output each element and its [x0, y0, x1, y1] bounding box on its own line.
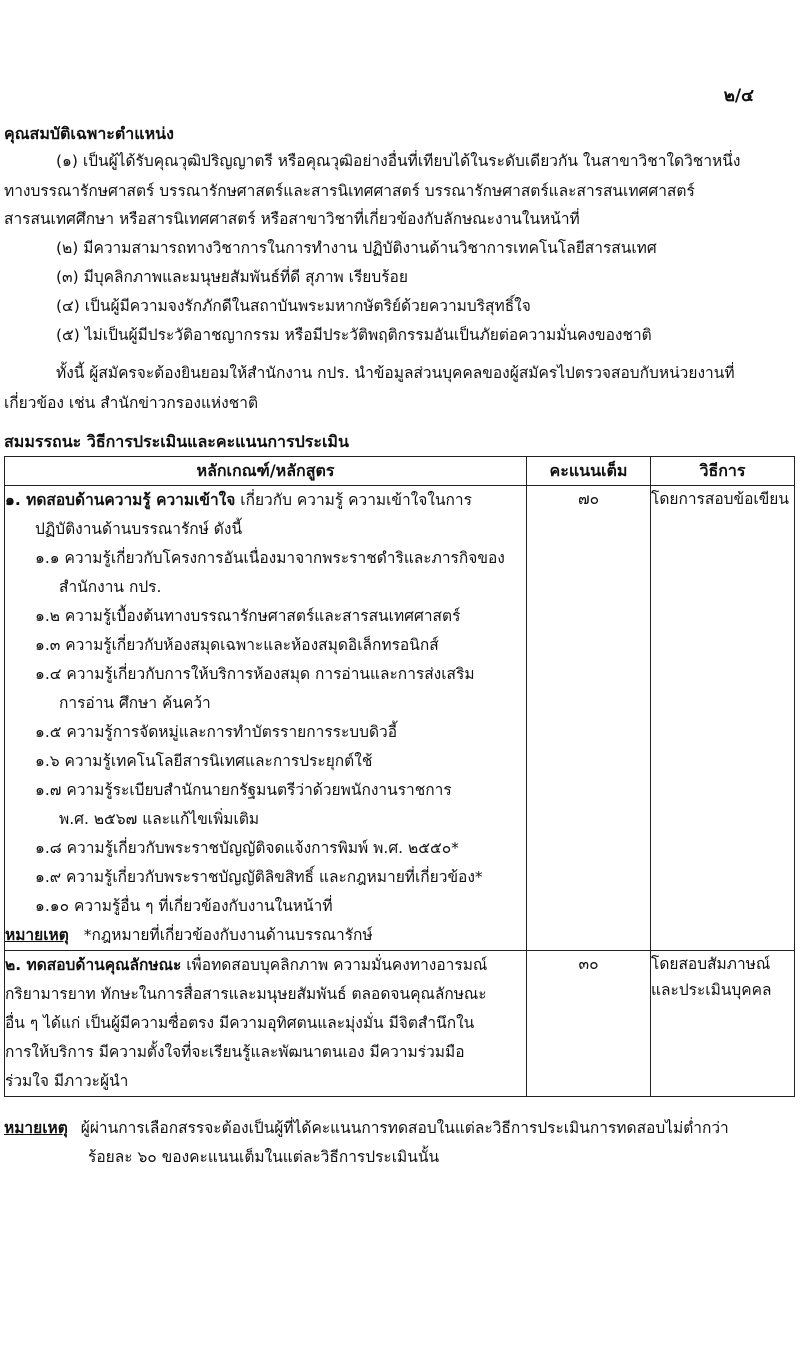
list-item: ๑.๒ ความรู้เบื้องต้นทางบรรณารักษศาสตร์และสารสนเทศศาสตร์: [35, 607, 461, 625]
knowledge-test-criteria: [5, 486, 527, 951]
list-item: สำนักงาน กปร.: [59, 578, 162, 596]
qualification-line: สารสนเทศศึกษา หรือสารนิเทศศาสตร์ หรือสาขาวิชาที่เกี่ยวข้องกับลักษณะงานในหน้าที่: [4, 210, 580, 228]
qualification-line: (๒) มีความสามารถทางวิชาการในการทำงาน ปฏิบัติงานด้านวิชาการเทคโนโลยีสารสนเทศ: [56, 239, 657, 257]
qualification-line: (๔) เป็นผู้มีความจงรักภักดีในสถาบันพระมหากษัตริย์ด้วยความบริสุทธิ์ใจ: [56, 297, 531, 315]
attribute-test-method-line: โดยสอบสัมภาษณ์: [651, 955, 771, 973]
attribute-test-line: ร่วมใจ มีภาวะผู้นำ: [5, 1072, 129, 1090]
column-header-method: วิธีการ: [651, 457, 795, 486]
attribute-test-method: [651, 951, 795, 1097]
knowledge-test-score: ๗๐: [527, 486, 651, 951]
list-item: ๑.๑๐ ความรู้อื่น ๆ ที่เกี่ยวข้องกับงานในหน้าที่: [35, 897, 333, 915]
list-item: ๑.๔ ความรู้เกี่ยวกับการให้บริการห้องสมุด การอ่านและการส่งเสริม: [35, 665, 475, 683]
assessment-table: [4, 456, 795, 1097]
consent-line: เกี่ยวข้อง เช่น สำนักข่าวกรองแห่งชาติ: [4, 394, 259, 412]
knowledge-test-method: โดยการสอบข้อเขียน: [651, 486, 795, 951]
list-item: ๑.๓ ความรู้เกี่ยวกับห้องสมุดเฉพาะและห้องสมุดอิเล็กทรอนิกส์: [35, 636, 439, 654]
assessment-heading: สมมรรถนะ วิธีการประเมินและคะแนนการประเมิน: [4, 432, 349, 451]
table-row-knowledge-test: [5, 486, 795, 951]
list-item: ๑.๘ ความรู้เกี่ยวกับพระราชบัญญัติจดแจ้งการพิมพ์ พ.ศ. ๒๕๕๐*: [35, 839, 459, 857]
knowledge-test-intro-line2: ปฏิบัติงานด้านบรรณารักษ์ ดังนี้: [35, 520, 243, 538]
qualification-line: (๑) เป็นผู้ได้รับคุณวุฒิปริญญาตรี หรือคุณวุฒิอย่างอื่นที่เทียบได้ในระดับเดียวกัน ในสาขาวิชาใดวิชาหนึ่ง: [56, 152, 741, 170]
table-header-row: [5, 457, 795, 486]
attribute-test-criteria: [5, 951, 527, 1097]
consent-line: ทั้งนี้ ผู้สมัครจะต้องยินยอมให้สำนักงาน กปร. นำข้อมูลส่วนบุคคลของผู้สมัครไปตรวจสอบกับหน่วยงานที่: [56, 364, 735, 382]
final-note: [4, 1114, 794, 1172]
qualification-line: (๓) มีบุคลิกภาพและมนุษยสัมพันธ์ที่ดี สุภาพ เรียบร้อย: [56, 268, 408, 286]
list-item: ๑.๙ ความรู้เกี่ยวกับพระราชบัญญัติลิขสิทธิ์ และกฎหมายที่เกี่ยวข้อง*: [35, 868, 483, 886]
table-note-label: หมายเหตุ: [5, 926, 69, 944]
column-header-full-score: คะแนนเต็ม: [527, 457, 651, 486]
list-item: พ.ศ. ๒๕๖๗ และแก้ไขเพิ่มเติม: [59, 810, 260, 828]
page-number: ๒/๔: [723, 86, 754, 106]
qualification-line: (๕) ไม่เป็นผู้มีประวัติอาชญากรรม หรือมีประวัติพฤติกรรมอันเป็นภัยต่อความมั่นคงของชาติ: [56, 326, 652, 344]
column-header-criteria: หลักเกณฑ์/หลักสูตร: [5, 457, 527, 486]
knowledge-test-title: ๑. ทดสอบด้านความรู้ ความเข้าใจ: [5, 491, 236, 509]
qualifications-heading: คุณสมบัติเฉพาะตำแหน่ง: [4, 124, 174, 143]
final-note-line1: ผู้ผ่านการเลือกสรรจะต้องเป็นผู้ที่ได้คะแนนการทดสอบในแต่ละวิธีการประเมินการทดสอบไม่ต่ำกว่า: [80, 1119, 729, 1137]
list-item: ๑.๗ ความรู้ระเบียบสำนักนายกรัฐมนตรีว่าด้วยพนักงานราชการ: [35, 781, 452, 799]
final-note-label: หมายเหตุ: [4, 1119, 68, 1137]
attribute-test-title: ๒. ทดสอบด้านคุณลักษณะ: [5, 956, 182, 974]
table-note-text: *กฎหมายที่เกี่ยวข้องกับงานด้านบรรณารักษ์: [83, 926, 373, 944]
attribute-test-line: อื่น ๆ ได้แก่ เป็นผู้มีความซื่อตรง มีความอุทิศตนและมุ่งมั่น มีจิตสำนึกใน: [5, 1014, 475, 1032]
attribute-test-intro: เพื่อทดสอบบุคลิกภาพ ความมั่นคงทางอารมณ์: [186, 956, 488, 974]
attribute-test-method-line: และประเมินบุคคล: [651, 981, 772, 999]
list-item: ๑.๖ ความรู้เทคโนโลยีสารนิเทศและการประยุกต์ใช้: [35, 752, 373, 770]
qualification-line: ทางบรรณารักษศาสตร์ บรรณารักษศาสตร์และสารนิเทศศาสตร์ บรรณารักษศาสตร์และสารสนเทศศาสตร์: [4, 182, 695, 200]
knowledge-test-intro: เกี่ยวกับ ความรู้ ความเข้าใจในการ: [240, 491, 472, 509]
list-item: การอ่าน ศึกษา ค้นคว้า: [59, 694, 211, 712]
list-item: ๑.๑ ความรู้เกี่ยวกับโครงการอันเนื่องมาจากพระราชดำริและภารกิจของ: [35, 549, 505, 567]
table-row-attribute-test: [5, 951, 795, 1097]
attribute-test-score: ๓๐: [527, 951, 651, 1097]
attribute-test-line: กริยามารยาท ทักษะในการสื่อสารและมนุษยสัมพันธ์ ตลอดจนคุณลักษณะ: [5, 985, 487, 1003]
attribute-test-line: การให้บริการ มีความตั้งใจที่จะเรียนรู้และพัฒนาตนเอง มีความร่วมมือ: [5, 1043, 465, 1061]
final-note-line2: ร้อยละ ๖๐ ของคะแนนเต็มในแต่ละวิธีการประเมินนั้น: [88, 1148, 440, 1166]
list-item: ๑.๕ ความรู้การจัดหมู่และการทำบัตรรายการระบบดิวอี้: [35, 723, 398, 741]
